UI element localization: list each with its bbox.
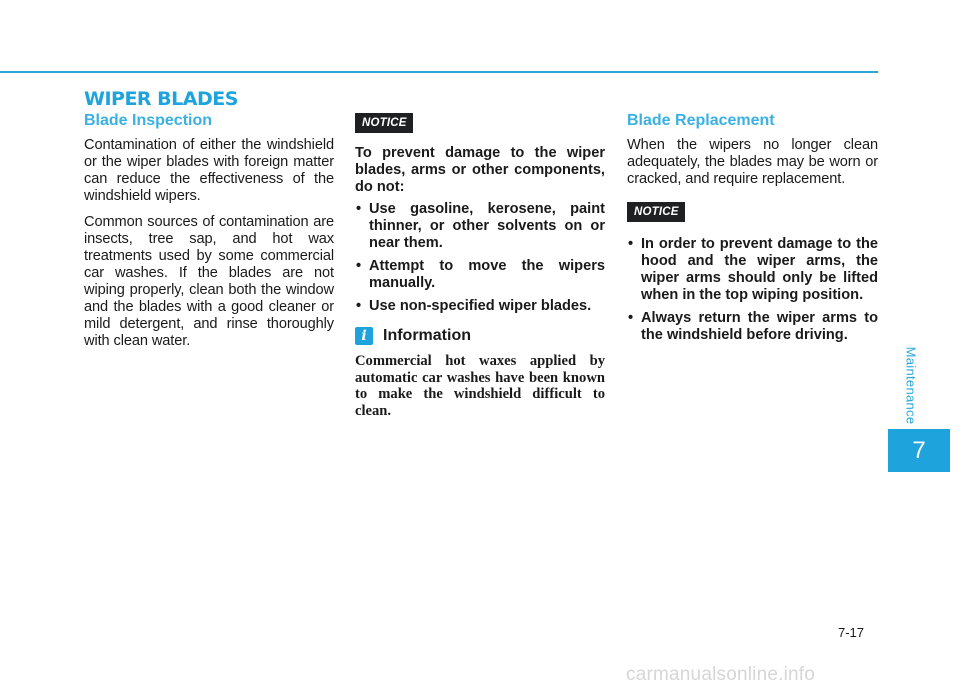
watermark: carmanualsonline.info	[626, 664, 816, 685]
notice-list-item: • In order to prevent damage to the hood and the wiper arms, the wiper arms should only be lifted when in the top wiping position.	[627, 236, 878, 304]
replacement-paragraph: When the wipers no longer clean adequately, the blades may be worn or cracked, and require replacement.	[627, 137, 878, 187]
notice-list-item: • Use gasoline, kerosene, paint thinner, or other solvents on or near them.	[355, 201, 605, 252]
notice-list-item: • Use non-specified wiper blades.	[355, 298, 605, 315]
column-blade-replacement	[627, 110, 878, 350]
notice-list	[355, 201, 605, 315]
notice-badge: NOTICE	[627, 202, 685, 222]
contamination-sources-paragraph: Common sources of contamination are insects, tree sap, and hot wax treatments used by some commercial car washes. If the blades are not wiping properly, clean both the window and the blades with a good cleaner or mild detergent, and rinse thoroughly with clean water.	[84, 214, 334, 349]
notice-list	[627, 236, 878, 344]
section-title: WIPER BLADES	[84, 88, 238, 110]
column-notice-info	[355, 110, 605, 419]
chapter-tab: 7	[888, 429, 950, 472]
notice-list-item: • Attempt to move the wipers manually.	[355, 258, 605, 292]
maintenance-section-label	[896, 335, 926, 435]
information-header	[355, 327, 605, 345]
blade-replacement-heading: Blade Replacement	[627, 112, 775, 129]
info-icon: i	[355, 327, 373, 345]
contamination-paragraph: Contamination of either the windshield or the wiper blades with foreign matter can reduce the effectiveness of the windshield wipers.	[84, 137, 334, 204]
column-blade-inspection	[84, 110, 334, 350]
information-title: Information	[383, 327, 471, 344]
top-rule	[0, 71, 878, 73]
maintenance-label-text: Maintenance	[903, 346, 919, 424]
blade-inspection-heading: Blade Inspection	[84, 112, 213, 129]
notice-list-item: • Always return the wiper arms to the windshield before driving.	[627, 310, 878, 344]
notice-lead-text: To prevent damage to the wiper blades, arms or other components, do not:	[355, 145, 605, 195]
page-number: 7-17	[838, 625, 865, 640]
information-text: Commercial hot waxes applied by automatic car washes have been known to make the windshield difficult to clean.	[355, 353, 605, 419]
notice-badge: NOTICE	[355, 113, 413, 133]
